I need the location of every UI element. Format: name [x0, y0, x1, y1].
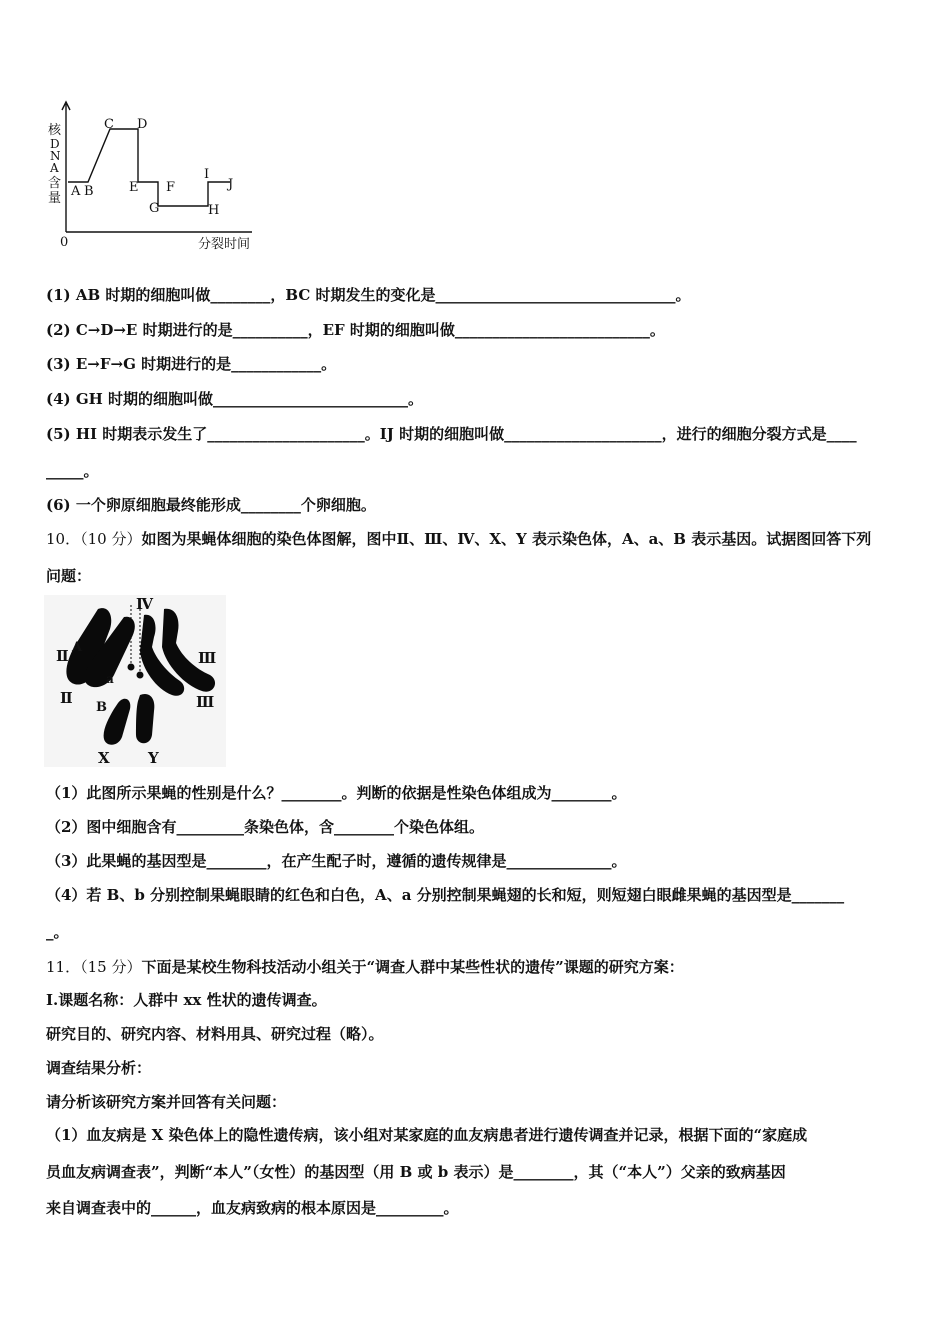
q9-line-2: (2) C→D→E 时期进行的是__________，EF 时期的细胞叫做__________________________。 [46, 321, 665, 339]
graph-y-label-5: 含 [48, 176, 62, 191]
q10-intro [46, 529, 871, 549]
graph-point-G: G [149, 201, 160, 216]
graph-point-B: B [84, 184, 94, 199]
q11-intro [46, 957, 684, 977]
q11-number: 11． [46, 958, 81, 976]
q9-line-6: (6) 一个卵原细胞最终能形成________个卵细胞。 [46, 496, 376, 514]
q10-sub-2: （2）图中细胞含有_________条染色体，含________个染色体组。 [46, 818, 484, 836]
label-IV: Ⅳ [136, 595, 154, 613]
q9-line-1: (1) AB 时期的细胞叫做________，BC 时期发生的变化是________________________________。 [46, 286, 691, 304]
q11-line-2: 研究目的、研究内容、材料用具、研究过程（略）。 [46, 1025, 384, 1043]
q10-intro-text: 如图为果蝇体细胞的染色体图解，图中Ⅱ、Ⅲ、Ⅳ、X、Y 表示染色体，A、a、B 表示基因。试据图回答下列 [141, 530, 872, 548]
q11-intro-text: 下面是某校生物科技活动小组关于“调查人群中某些性状的遗传”课题的研究方案： [141, 958, 684, 976]
graph-y-label-1: 核 [48, 123, 62, 138]
q11-line-6: 员血友病调查表”，判断“本人”（女性）的基因型（用 B 或 b 表示）是________，其（“本人”）父亲的致病基因 [46, 1163, 786, 1181]
label-III-bottom: Ⅲ [196, 693, 215, 711]
q10-sub-4: （4）若 B、b 分别控制果蝇眼睛的红色和白色，A、a 分别控制果蝇翅的长和短，则短翅白眼雌果蝇的基因型是_______ [46, 886, 845, 904]
graph-y-label-6: 量 [48, 191, 62, 206]
graph-y-label-3: N [50, 149, 61, 163]
graph-point-E: E [129, 180, 139, 195]
q10-number: 10． [46, 530, 81, 548]
graph-point-A: A [71, 184, 81, 199]
chromosome-Y [136, 694, 154, 743]
chromosome-IV-2 [137, 672, 144, 679]
q10-sub-1: （1）此图所示果蝇的性别是什么？________。判断的依据是性染色体组成为________。 [46, 784, 627, 802]
q10-sub-3: （3）此果蝇的基因型是________，在产生配子时，遵循的遗传规律是______________。 [46, 852, 627, 870]
chromosome-IV-1 [128, 664, 135, 671]
graph-x-label: 分裂时间 [198, 237, 251, 252]
label-a: a [106, 672, 114, 686]
q9-line-5-cont: _____。 [46, 462, 99, 480]
q11-line-1: I.课题名称：人群中 xx 性状的遗传调查。 [46, 991, 327, 1009]
q9-line-3: (3) E→F→G 时期进行的是____________。 [46, 355, 337, 373]
q11-score: （15 分） [80, 958, 142, 976]
graph-y-label-4: A [50, 161, 59, 175]
dna-content-graph [42, 98, 282, 258]
graph-origin-label: 0 [60, 235, 69, 250]
label-B: B [96, 700, 107, 715]
graph-point-H: H [208, 203, 220, 218]
q9-line-5: (5) HI 时期表示发生了_____________________。IJ 时期的细胞叫做_____________________，进行的细胞分裂方式是____ [46, 425, 857, 443]
q9-line-4: (4) GH 时期的细胞叫做__________________________。 [46, 390, 424, 408]
label-III-top: Ⅲ [198, 649, 217, 667]
q10-sub-4-cont: _。 [46, 923, 69, 941]
q11-line-7: 来自调查表中的______，血友病致病的根本原因是_________。 [46, 1199, 459, 1217]
graph-point-I: I [204, 167, 210, 182]
fruit-fly-chromosome-figure [44, 595, 226, 767]
graph-point-F: F [166, 180, 176, 195]
label-X: X [98, 749, 110, 767]
label-Y: Y [148, 749, 159, 767]
q11-line-3: 调查结果分析： [46, 1059, 152, 1077]
label-II-bottom: Ⅱ [60, 689, 73, 707]
graph-point-C: C [104, 117, 114, 132]
graph-point-D: D [137, 117, 148, 132]
q11-line-5: （1）血友病是 X 染色体上的隐性遗传病，该小组对某家庭的血友病患者进行遗传调查并记录，根据下面的“家庭成 [46, 1126, 808, 1144]
graph-y-label-2: D [50, 137, 60, 151]
q11-line-4: 请分析该研究方案并回答有关问题： [46, 1093, 287, 1111]
label-A: A [72, 640, 83, 655]
q10-score: （10 分） [80, 530, 142, 548]
label-II-top: Ⅱ [56, 647, 69, 665]
graph-point-J: J [228, 177, 234, 192]
q10-intro-line2: 问题： [46, 567, 92, 585]
